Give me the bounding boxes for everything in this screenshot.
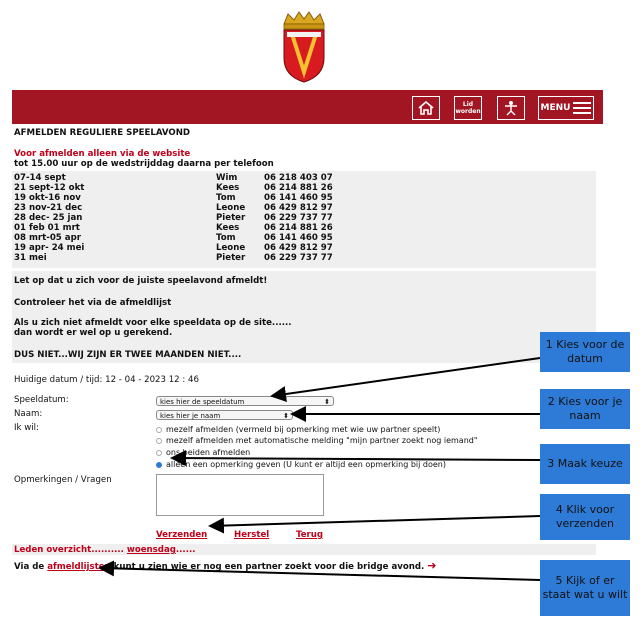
note-line: dan wordt er wel op u gerekend. [14,328,173,338]
menu-label: MENU [540,103,571,113]
note-line: Controleer het via de afmeldlijst [14,298,172,308]
afmeldlijsten-link[interactable]: afmeldlijsten [47,562,111,572]
arrow-right-icon: ➜ [427,559,437,572]
callout-text: 2 Kies voor je naam [547,395,623,422]
overview-suffix: ...... [175,545,196,555]
arrow-1 [272,358,540,396]
via-prefix: Via de [14,562,45,572]
intro-text: tot 15.00 uur op de wedstrijddag daarna per telefoon [14,159,274,169]
opmerkingen-label: Opmerkingen / Vragen [14,475,112,485]
arrow-4 [210,516,540,526]
arrow-3 [172,458,540,460]
reset-button[interactable]: Herstel [234,530,270,540]
note-line: Let op dat u zich voor de juiste speelavond afmeldt! [14,276,268,286]
callout-text: 5 Kijk of er staat wat u wilt [542,574,628,601]
overview-prefix: Leden overzicht.......... [14,545,124,555]
chevron-down-icon: ⬍ [324,398,330,406]
page-title: AFMELDEN REGULIERE SPEELAVOND [14,128,191,138]
callout-text: 1 Kies voor de datum [545,338,625,365]
option-label: mezelf afmelden (vermeld bij opmerking met wie uw partner speelt) [166,425,441,434]
callout-text: 3 Maak keuze [547,457,623,470]
arrow-5 [100,568,540,580]
note-line: Als u zich niet afmeldt voor elke speeldata op de site...... [14,318,292,328]
woensdag-link[interactable]: woensdag [126,545,176,555]
submit-button[interactable]: Verzenden [156,530,208,540]
chevron-down-icon: ⬍ [283,412,289,420]
speeldatum-label: Speeldatum: [14,395,69,405]
speeldatum-value: kies hier de speeldatum [160,398,245,406]
option-label: alleen een opmerking geven (U kunt er altijd een opmerking bij doen) [166,460,446,469]
current-date: Huidige datum / tijd: 12 - 04 - 2023 12 : 46 [14,375,199,385]
naam-label: Naam: [14,409,43,419]
naam-value: kies hier je naam [160,412,221,420]
via-suffix: kunt u zien wie er nog een partner zoekt voor die bridge avond. [113,562,425,572]
intro-red: Voor afmelden alleen via de website [14,149,191,159]
back-button[interactable]: Terug [296,530,324,540]
ikwil-label: Ik wil: [14,423,39,433]
option-label: mezelf afmelden met automatische melding "mijn partner zoekt nog iemand" [166,436,478,445]
callout-text: 4 Klik voor verzenden [555,503,615,530]
option-label: ons beiden afmelden [166,448,251,457]
lid-worden-label: Lid worden [455,101,481,115]
note-line: DUS NIET...WIJ ZIJN ER TWEE MAANDEN NIET.... [14,350,242,360]
